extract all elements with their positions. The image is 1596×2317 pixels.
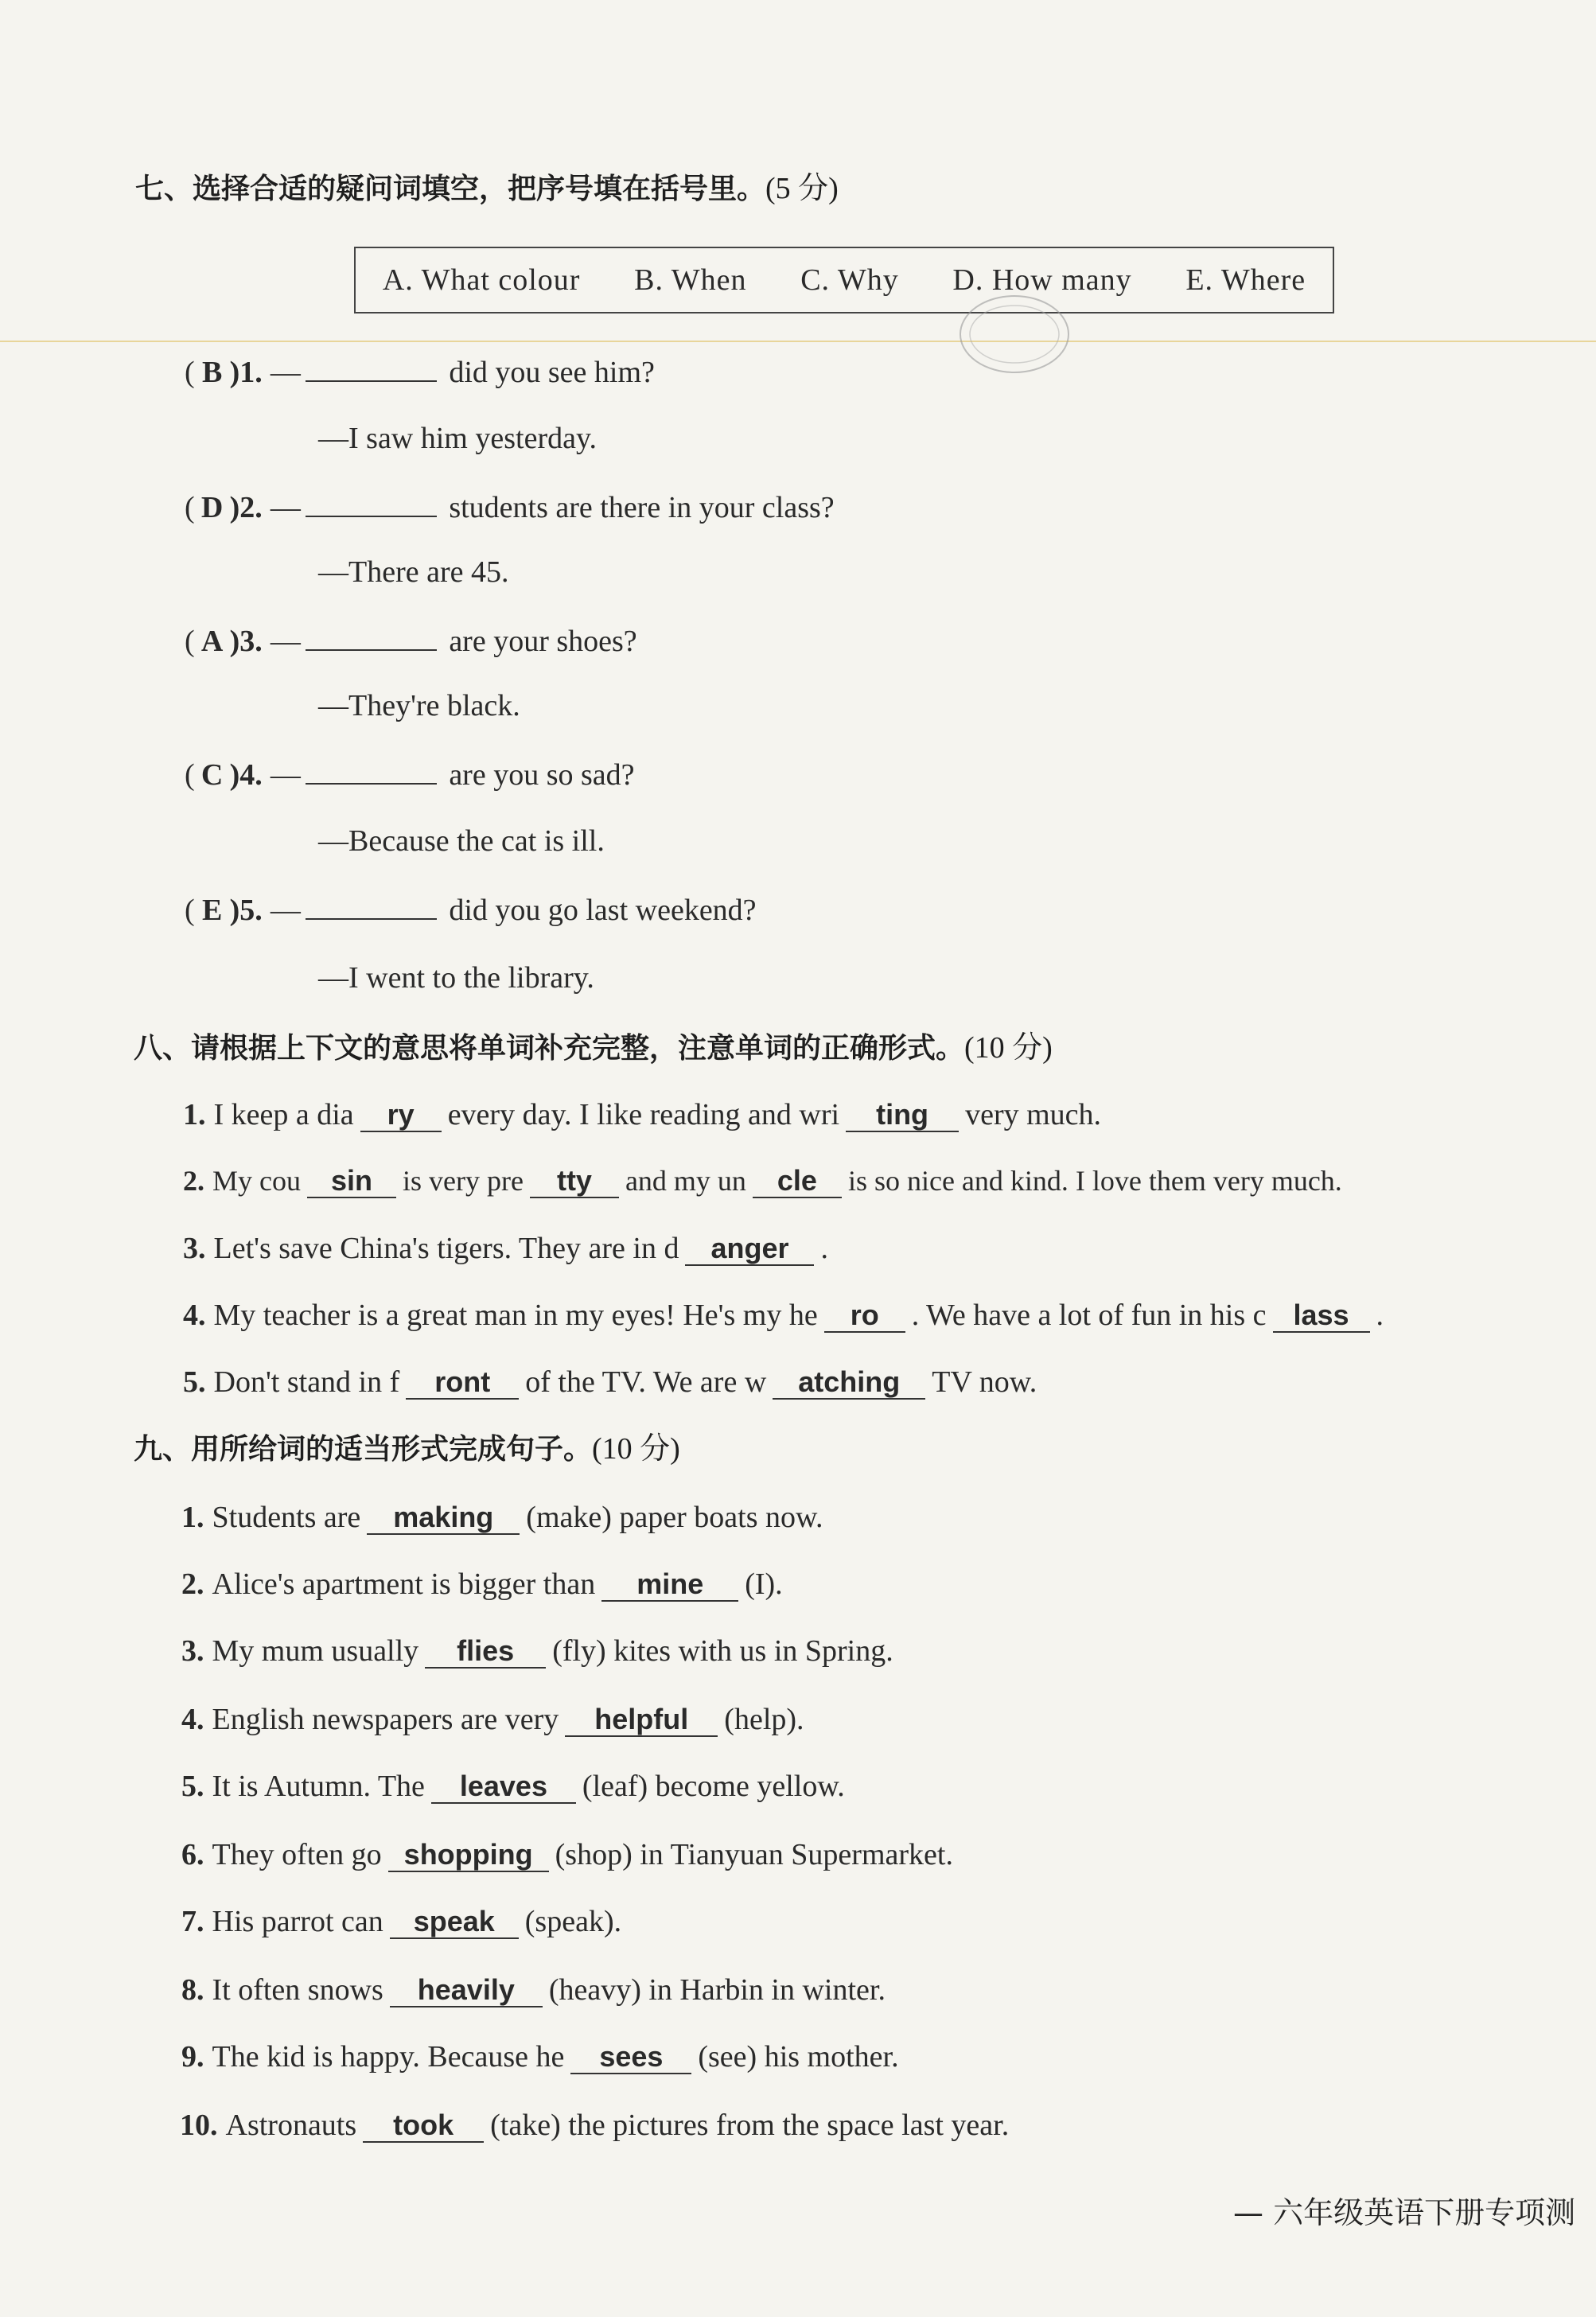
question-number: )2. [229, 491, 263, 524]
item-text: (fly) kites with us in Spring. [552, 1634, 893, 1668]
filled-answer: anger [685, 1234, 814, 1266]
section9-heading [134, 1434, 680, 1464]
question-number: )4. [229, 758, 263, 792]
s9-item-10 [180, 2110, 1009, 2143]
answer-blank [306, 625, 437, 651]
question-number: )1. [229, 356, 263, 389]
item-text: very much. [965, 1098, 1102, 1131]
item-text: My mum usually [212, 1634, 419, 1668]
item-text: (leaf) become yellow. [582, 1770, 845, 1803]
answer-choice: A [200, 625, 224, 658]
item-text: Astronauts [225, 2109, 357, 2142]
section8-heading [134, 1033, 1053, 1063]
item-number: 6. [181, 1838, 204, 1871]
item-text: (see) his mother. [698, 2040, 899, 2074]
item-text: My teacher is a great man in my eyes! He's my he [213, 1299, 818, 1332]
item-text: (help). [724, 1703, 804, 1736]
s8-item-3 [183, 1233, 828, 1266]
filled-answer: mine [601, 1570, 738, 1602]
item-number: 1. [181, 1501, 204, 1534]
item-text: It is Autumn. The [212, 1770, 425, 1803]
s8-item-1 [183, 1100, 1101, 1132]
s7-question-2: ( D )2. — students are there in your class? [185, 491, 835, 524]
s7-reply-2: —There are 45. [318, 555, 509, 589]
filled-answer: ry [360, 1100, 442, 1132]
s7-question-4: ( C )4. — are you so sad? [185, 758, 635, 792]
s8-item-2 [183, 1166, 1342, 1198]
fold-line [0, 341, 1596, 342]
item-number: 8. [181, 1973, 204, 2007]
s7-reply-4: —Because the cat is ill. [318, 824, 605, 858]
answer-blank [306, 492, 437, 517]
s9-item-8 [181, 1975, 886, 2007]
s9-item-2 [181, 1569, 783, 1602]
question-number: )5. [229, 894, 263, 927]
section9-title: 九、用所给词的适当形式完成句子。 [134, 1433, 593, 1466]
item-number: 10. [180, 2109, 218, 2142]
answer-blank [306, 759, 437, 785]
s7-question-3: ( A )3. — are your shoes? [185, 625, 637, 658]
filled-answer: sin [307, 1166, 396, 1198]
question-text: did you go last weekend? [449, 894, 757, 927]
item-number: 7. [181, 1905, 204, 1938]
item-text: Students are [212, 1501, 361, 1534]
option-c: C. Why [800, 263, 899, 297]
s9-item-1 [181, 1502, 823, 1535]
filled-answer: flies [425, 1637, 546, 1669]
item-text: It often snows [212, 1973, 383, 2007]
section7-heading [135, 173, 839, 204]
filled-answer: shopping [388, 1840, 549, 1872]
item-text: is very pre [403, 1165, 524, 1197]
item-text: English newspapers are very [212, 1703, 559, 1736]
section7-points: (5 分) [765, 172, 839, 205]
item-text: of the TV. We are w [525, 1365, 767, 1399]
filled-answer: leaves [431, 1772, 576, 1804]
item-text: My cou [212, 1165, 301, 1197]
filled-answer: tty [530, 1166, 619, 1198]
option-e: E. Where [1185, 263, 1306, 297]
item-text: (take) the pictures from the space last year. [490, 2109, 1010, 2142]
answer-choice: E [201, 894, 223, 927]
item-number: 4. [181, 1703, 204, 1736]
s9-item-3 [181, 1636, 893, 1669]
filled-answer: speak [390, 1907, 519, 1939]
item-text: Alice's apartment is bigger than [212, 1567, 596, 1601]
item-number: 1. [183, 1098, 206, 1131]
item-text: (I). [745, 1567, 783, 1601]
section8-points: (10 分) [964, 1031, 1053, 1065]
answer-choice: C [200, 758, 224, 792]
item-text: . [820, 1232, 828, 1265]
item-text: (heavy) in Harbin in winter. [548, 1973, 886, 2007]
s7-reply-1: —I saw him yesterday. [318, 422, 597, 455]
question-text: are you so sad? [449, 758, 635, 792]
filled-answer: helpful [565, 1705, 718, 1737]
filled-answer: lass [1273, 1301, 1370, 1333]
item-text: Let's save China's tigers. They are in d [213, 1232, 679, 1265]
s8-item-4 [183, 1300, 1384, 1333]
page-footer: — 六年级英语下册专项测 [1233, 2195, 1576, 2230]
s7-question-5: ( E )5. — did you go last weekend? [185, 894, 757, 927]
answer-choice: D [200, 491, 224, 524]
item-text: (speak). [524, 1905, 622, 1938]
filled-answer: ro [824, 1301, 905, 1333]
filled-answer: making [367, 1503, 520, 1535]
item-text: (shop) in Tianyuan Supermarket. [555, 1838, 953, 1871]
question-text: are your shoes? [449, 625, 637, 658]
filled-answer: atching [773, 1368, 925, 1400]
filled-answer: ront [406, 1368, 519, 1400]
item-text: Don't stand in f [213, 1365, 400, 1399]
item-number: 9. [181, 2040, 204, 2074]
item-text: . [1376, 1299, 1384, 1332]
filled-answer: heavily [390, 1976, 543, 2007]
s7-reply-3: —They're black. [318, 689, 520, 722]
item-text: The kid is happy. Because he [212, 2040, 565, 2074]
question-number: )3. [229, 625, 263, 658]
s9-item-7 [181, 1906, 621, 1939]
s9-item-4 [181, 1704, 804, 1737]
question-text: did you see him? [449, 356, 655, 389]
item-text: They often go [212, 1838, 382, 1871]
item-number: 5. [181, 1770, 204, 1803]
item-number: 2. [183, 1165, 204, 1197]
filled-answer: sees [570, 2042, 691, 2074]
option-a: A. What colour [382, 263, 581, 297]
item-text: is so nice and kind. I love them very much. [847, 1165, 1342, 1197]
section7-title: 七、选择合适的疑问词填空，把序号填在括号里。 [135, 173, 766, 205]
item-number: 3. [181, 1634, 204, 1668]
item-text: His parrot can [212, 1905, 383, 1938]
s9-item-6 [181, 1840, 953, 1872]
item-text: every day. I like reading and wri [447, 1098, 840, 1131]
question-text: students are there in your class? [449, 491, 835, 524]
item-number: 5. [183, 1365, 206, 1399]
item-number: 3. [183, 1232, 206, 1265]
item-text: and my un [625, 1165, 746, 1197]
s7-reply-5: —I went to the library. [318, 961, 594, 995]
s9-item-5 [181, 1771, 845, 1804]
item-text: I keep a dia [213, 1098, 354, 1131]
question-word-options [354, 247, 1334, 313]
item-number: 2. [181, 1567, 204, 1601]
filled-answer: took [363, 2111, 484, 2143]
item-text: TV now. [932, 1365, 1037, 1399]
item-text: (make) paper boats now. [526, 1501, 823, 1534]
answer-blank [306, 894, 437, 920]
section9-points: (10 分) [592, 1432, 680, 1466]
option-b: B. When [634, 263, 747, 297]
option-d: D. How many [952, 263, 1132, 297]
answer-blank [306, 356, 437, 382]
s9-item-9 [181, 2042, 899, 2074]
s7-question-1: ( B )1. — did you see him? [185, 356, 655, 389]
homework-stamp-icon [955, 286, 1074, 382]
answer-choice: B [201, 356, 223, 389]
s8-item-5 [183, 1367, 1037, 1400]
item-text: . We have a lot of fun in his c [911, 1299, 1267, 1332]
filled-answer: cle [753, 1166, 842, 1198]
item-number: 4. [183, 1299, 206, 1332]
section8-title: 八、请根据上下文的意思将单词补充完整，注意单词的正确形式。 [134, 1032, 965, 1065]
filled-answer: ting [846, 1100, 959, 1132]
